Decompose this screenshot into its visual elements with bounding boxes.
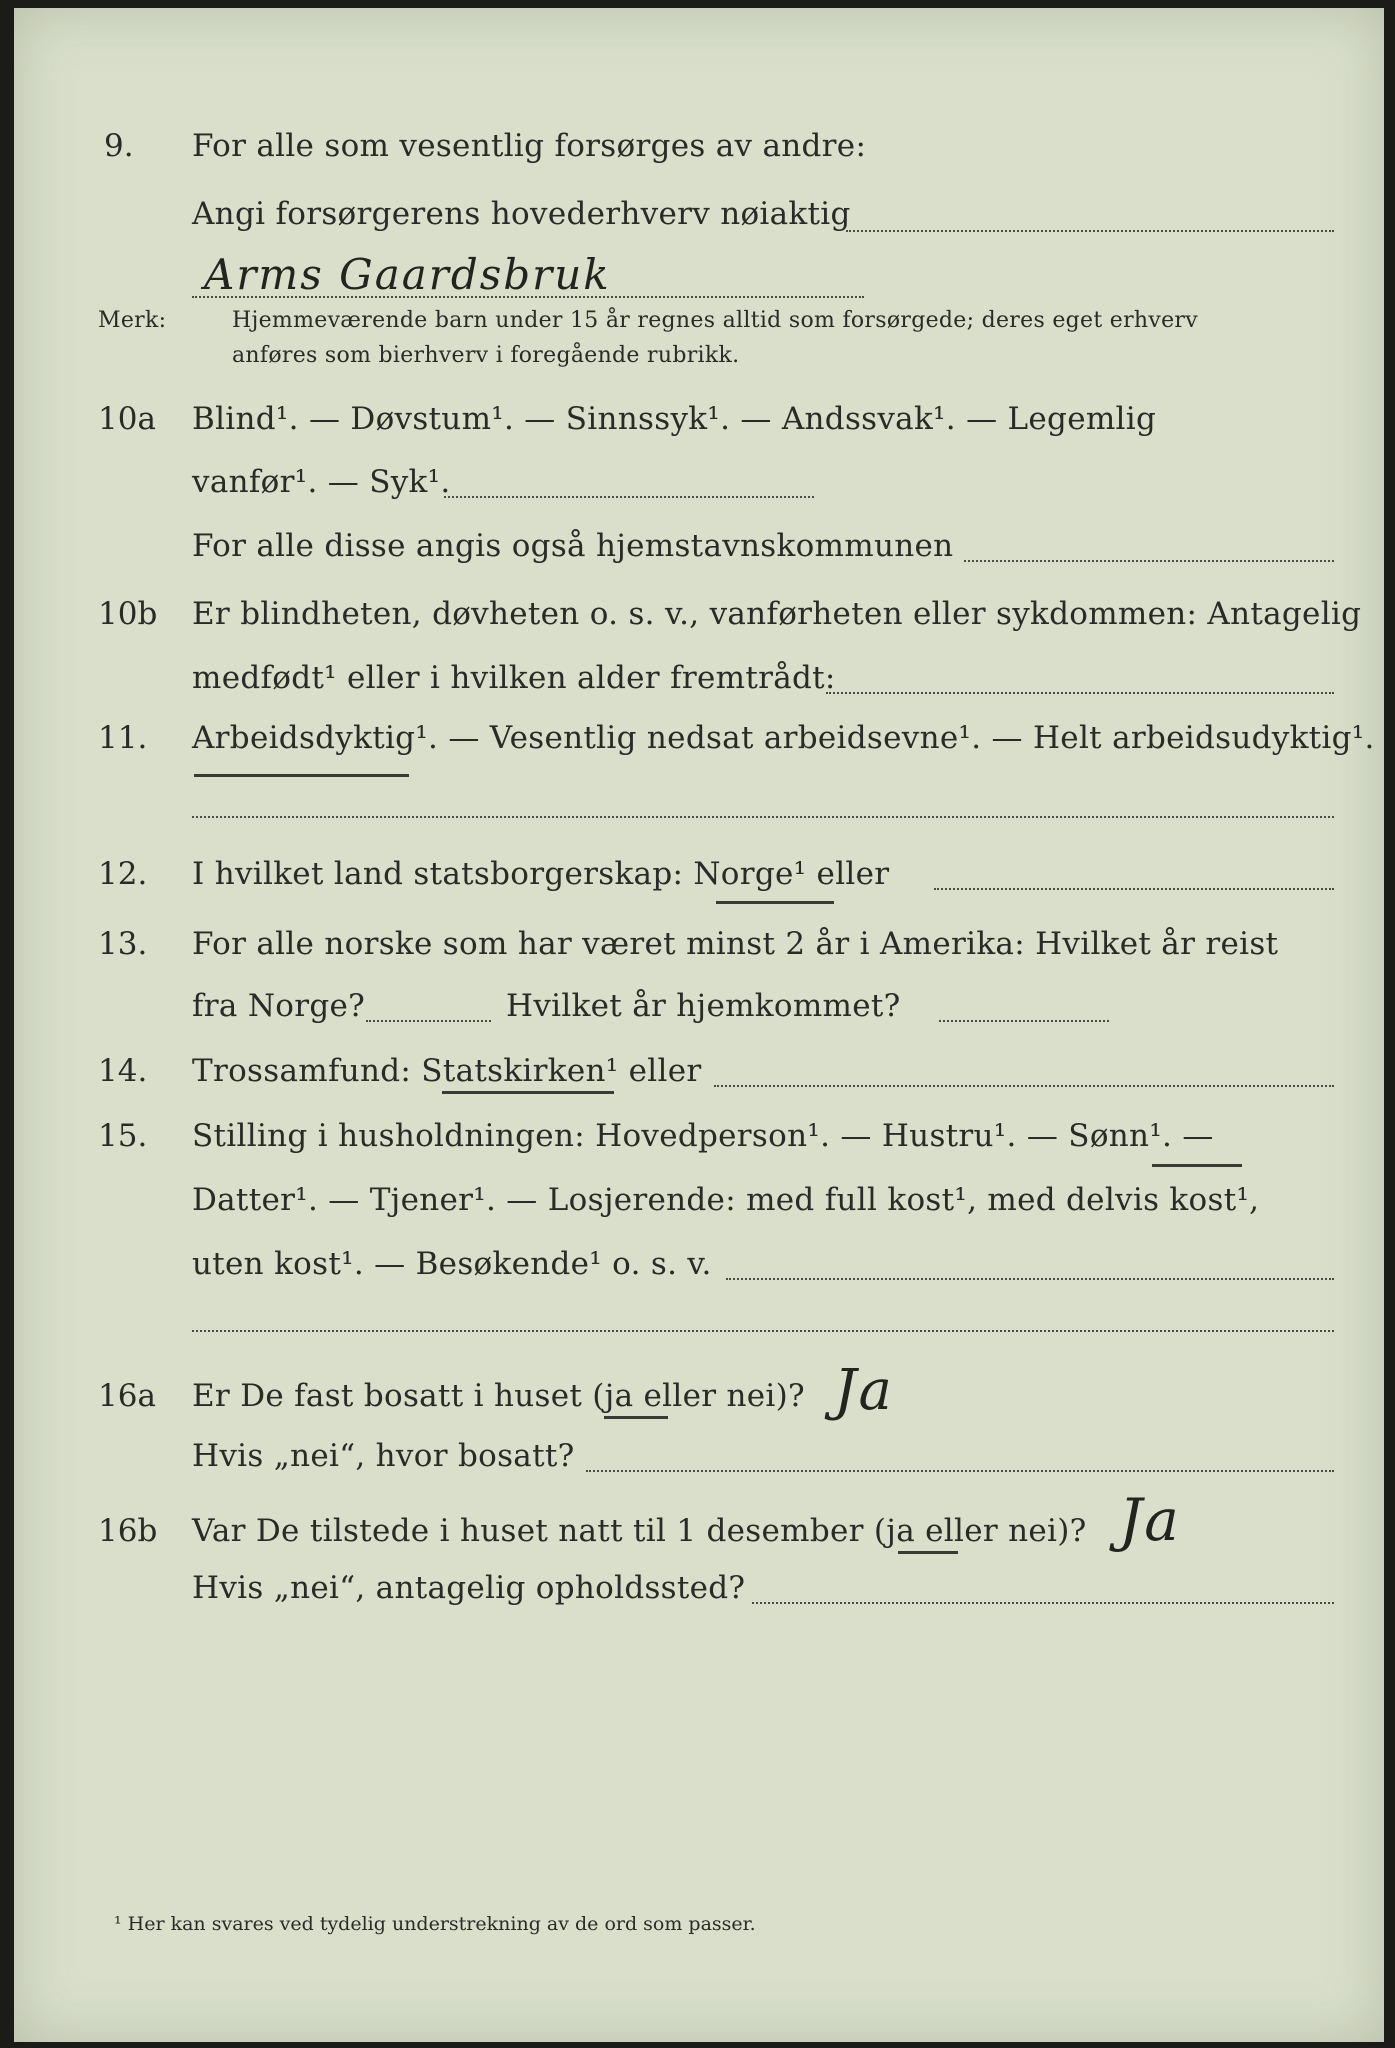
q15-line2: Datter¹. — Tjener¹. — Losjerende: med full kost¹, med delvis kost¹, <box>192 1182 1260 1218</box>
q16a-number: 16a <box>98 1378 156 1414</box>
q13-dotted-line-2 <box>939 1020 1109 1022</box>
merk-line1: Hjemmeværende barn under 15 år regnes alltid som forsørgede; deres eget erhverv <box>232 308 1198 333</box>
q16a-handwritten-underline <box>604 1416 668 1419</box>
q10b-line2: medfødt¹ eller i hvilken alder fremtrådt: <box>192 660 836 696</box>
q12-dotted-line <box>934 888 1334 890</box>
q16b-handwritten-answer: Ja <box>1119 1486 1181 1554</box>
q10b-dotted-line <box>826 692 1334 694</box>
q15-dotted-line-2 <box>192 1330 1334 1332</box>
q11-number: 11. <box>98 720 148 756</box>
q9-number: 9. <box>104 128 134 164</box>
q14-handwritten-underline <box>442 1091 614 1094</box>
q10a-dotted-line-2 <box>964 560 1334 562</box>
q11-handwritten-underline <box>194 774 409 777</box>
q10a-line2: vanfør¹. — Syk¹. <box>192 464 451 500</box>
q15-line1: Stilling i husholdningen: Hovedperson¹. — Hustru¹. — Sønn¹. — <box>192 1118 1214 1154</box>
q16b-line2: Hvis „nei“, antagelig opholdssted? <box>192 1570 746 1606</box>
q16b-handwritten-underline <box>898 1551 958 1554</box>
q15-handwritten-underline <box>1152 1164 1242 1167</box>
q10a-number: 10a <box>98 401 156 437</box>
merk-line2: anføres som bierhverv i foregående rubrikk. <box>232 343 740 368</box>
q11-dotted-line <box>192 816 1334 818</box>
q10a-dotted-line <box>444 496 814 498</box>
q13-number: 13. <box>98 926 148 962</box>
q15-number: 15. <box>98 1118 148 1154</box>
q12-number: 12. <box>98 856 148 892</box>
q9-line2: Angi forsørgerens hovederhverv nøiaktig <box>192 196 851 232</box>
q12-line1: I hvilket land statsborgerskap: Norge¹ eller <box>192 856 890 892</box>
q13-line2b: Hvilket år hjemkommet? <box>506 988 901 1024</box>
census-form-page <box>14 8 1384 2042</box>
q15-dotted-line <box>726 1278 1334 1280</box>
q13-line2a: fra Norge? <box>192 988 366 1024</box>
q14-dotted-line <box>714 1085 1334 1087</box>
q9-answer-line <box>192 296 864 298</box>
q10a-line3: For alle disse angis også hjemstavnskommunen <box>192 528 954 564</box>
q16a-line2: Hvis „nei“, hvor bosatt? <box>192 1438 575 1474</box>
q11-line1: Arbeidsdyktig¹. — Vesentlig nedsat arbeidsevne¹. — Helt arbeidsudyktig¹. <box>192 720 1375 756</box>
q9-dotted-line <box>846 230 1334 232</box>
q12-handwritten-underline <box>716 901 834 904</box>
q15-line3: uten kost¹. — Besøkende¹ o. s. v. <box>192 1246 712 1282</box>
merk-label: Merk: <box>98 308 167 333</box>
q16b-number: 16b <box>98 1513 158 1549</box>
q16a-line1: Er De fast bosatt i huset (ja eller nei)? <box>192 1378 805 1414</box>
q16b-dotted-line <box>752 1602 1334 1604</box>
q16a-dotted-line <box>586 1470 1334 1472</box>
q10b-number: 10b <box>98 596 158 632</box>
q9-line1: For alle som vesentlig forsørges av andre: <box>192 128 867 164</box>
q16a-handwritten-answer: Ja <box>834 1358 894 1423</box>
footnote: ¹ Her kan svares ved tydelig understrekning av de ord som passer. <box>114 1913 756 1935</box>
q10a-line1: Blind¹. — Døvstum¹. — Sinnssyk¹. — Andssvak¹. — Legemlig <box>192 401 1157 437</box>
q13-line1: For alle norske som har været minst 2 år i Amerika: Hvilket år reist <box>192 926 1279 962</box>
q14-number: 14. <box>98 1053 148 1089</box>
q9-handwritten-answer: Arms Gaardsbruk <box>204 250 611 299</box>
q10b-line1: Er blindheten, døvheten o. s. v., vanførheten eller sykdommen: Antagelig <box>192 596 1362 632</box>
q13-dotted-line-1 <box>366 1020 491 1022</box>
q16b-line1: Var De tilstede i huset natt til 1 desember (ja eller nei)? <box>192 1513 1087 1549</box>
q14-line1: Trossamfund: Statskirken¹ eller <box>192 1053 702 1089</box>
